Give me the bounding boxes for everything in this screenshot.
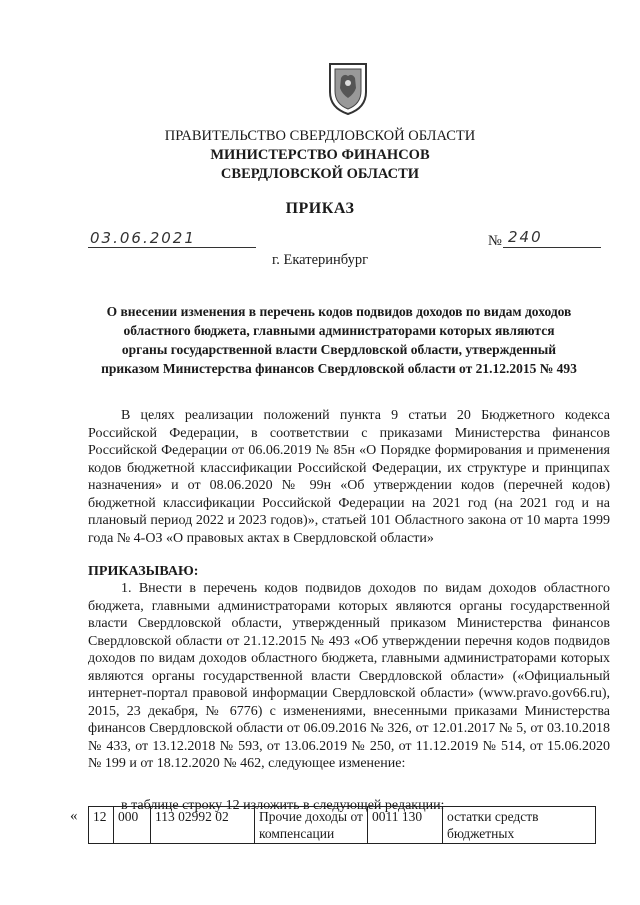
- number-label: №: [488, 233, 502, 249]
- table-row: [89, 807, 596, 844]
- table-cell: 0011 130: [368, 807, 443, 844]
- table-cell: 113 02992 02: [151, 807, 255, 844]
- order-number: 240: [508, 228, 543, 246]
- region-name: СВЕРДЛОВСКОЙ ОБЛАСТИ: [220, 166, 420, 182]
- government-name: ПРАВИТЕЛЬСТВО СВЕРДЛОВСКОЙ ОБЛАСТИ: [164, 128, 476, 144]
- order-date: 03.06.2021: [90, 229, 196, 247]
- table-intro-text: в таблице строку 12 изложить в следующей редакции:: [121, 798, 445, 813]
- preamble-paragraph: В целях реализации положений пункта 9 статьи 20 Бюджетного кодекса Российской Федерации, в соответствии с приказами Министерства финансов Российской Федерации от 06.06.2019 № 85н «О Порядке формирования и применения кодов бюджетной классификации Российской Федерации, их структуре и принципах назначения» и от 08.06.2020 № 99н «Об утверждении кодов (перечней кодов) бюджетной классификации Российской Федерации на 2021 год (на 2021 год и на плановый период 2022 и 2023 годов)», статьей 101 Областного закона от 10 марта 1999 года № 4-ОЗ «О правовых актах в Свердловской области»: [88, 408, 610, 546]
- number-underline: [503, 247, 601, 248]
- ministry-name: МИНИСТЕРСТВО ФИНАНСОВ: [210, 147, 430, 163]
- table-cell: 12: [89, 807, 114, 844]
- table-cell: 000: [114, 807, 151, 844]
- table-cell: Прочие доходы от компенсации: [255, 807, 368, 844]
- date-underline: [88, 247, 256, 248]
- table-cell: остатки средств бюджетных: [443, 807, 596, 844]
- opening-quote: «: [70, 808, 78, 824]
- city-name: г. Екатеринбург: [271, 252, 369, 268]
- document-title: ПРИКАЗ: [285, 200, 355, 217]
- order-subject: О внесении изменения в перечень кодов подвидов доходов по видам доходов областного бюджета, главными администраторами которых являются органы государственной власти Свердловской области, утвержденный приказом Министерства финансов Свердловской области от 21.12.2015 № 493: [101, 304, 577, 376]
- prikazyvayu-heading: ПРИКАЗЫВАЮ:: [88, 564, 199, 579]
- amended-row-table: [88, 806, 596, 844]
- clause-1-paragraph: 1. Внести в перечень кодов подвидов доходов по видам доходов областного бюджета, главными администраторами которых являются органы государственной власти Свердловской области, утвержденный приказом Министерства финансов Свердловской области от 21.12.2015 № 493 «Об утверждении перечня кодов подвидов доходов по видам доходов областного бюджета, главными администраторами которых являются органы государственной власти Свердловской области» («Официальный интернет-портал правовой информации Свердловской области» (www.pravo.gov66.ru), 2015, 23 декабря, № 6776) с изменениями, внесенными приказами Министерства финансов Свердловской области от 06.09.2016 № 326, от 12.01.2017 № 5, от 03.10.2018 № 433, от 13.12.2018 № 593, от 13.06.2019 № 250, от 11.12.2019 № 514, от 15.06.2020 № 199 и от 18.12.2020 № 462, следующее изменение:: [88, 581, 610, 771]
- coat-of-arms-icon: [326, 60, 370, 116]
